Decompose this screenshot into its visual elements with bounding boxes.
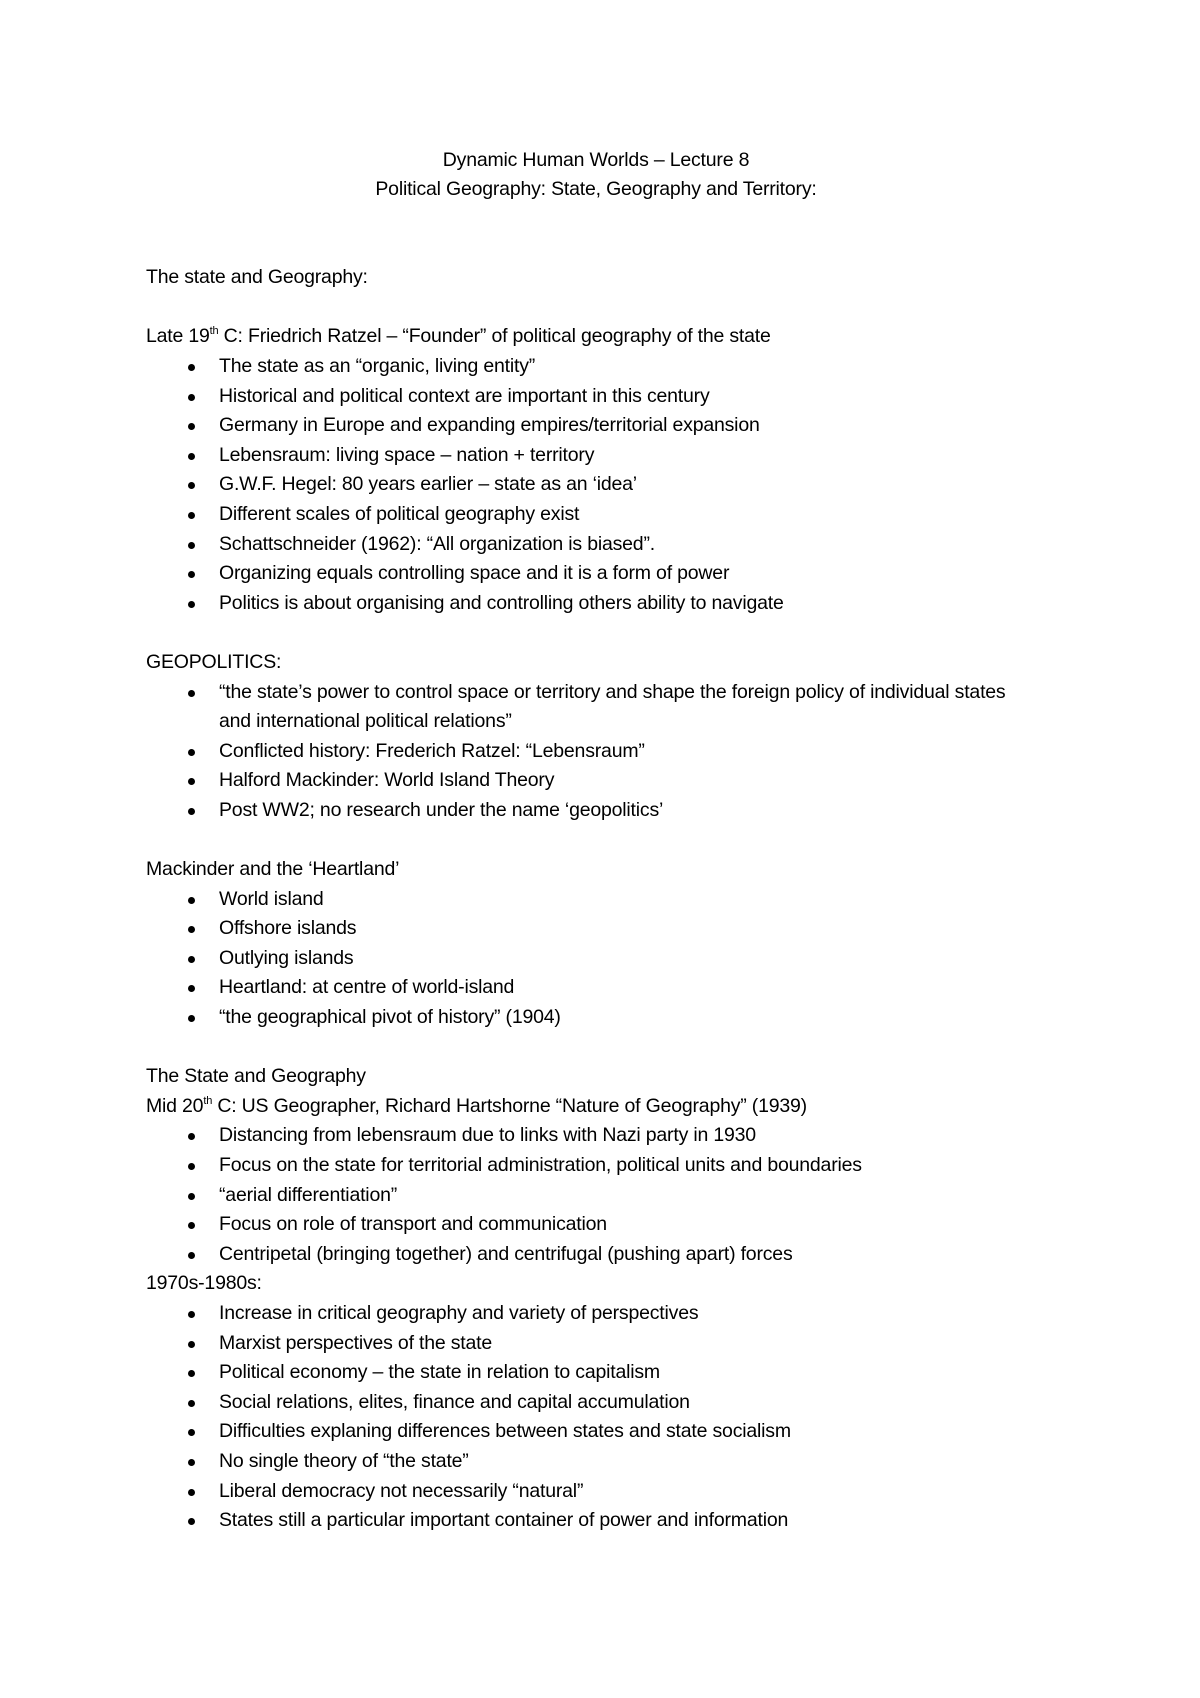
bullet-icon (188, 482, 195, 489)
list-item: Centripetal (bringing together) and centrifugal (pushing apart) forces (146, 1240, 1066, 1270)
bullet-icon (188, 1429, 195, 1436)
intro-pre: Late 19 (146, 325, 210, 348)
list-item: Offshore islands (146, 914, 1066, 944)
list-item: Distancing from lebensraum due to links with Nazi party in 1930 (146, 1121, 1066, 1151)
list-item: No single theory of “the state” (146, 1447, 1066, 1477)
bullet-icon (188, 926, 195, 933)
bullet-icon (188, 453, 195, 460)
list-item: G.W.F. Hegel: 80 years earlier – state as an ‘idea’ (146, 470, 1066, 500)
list-item: “aerial differentiation” (146, 1181, 1066, 1211)
list-item: Increase in critical geography and variety of perspectives (146, 1299, 1066, 1329)
bullet-list-1970s-1980s (146, 1299, 1066, 1536)
title-block (136, 146, 1056, 204)
bullet-icon (188, 542, 195, 549)
bullet-icon (188, 778, 195, 785)
bullet-list-state-geography (146, 352, 1066, 618)
bullet-icon (188, 985, 195, 992)
bullet-icon (188, 1222, 195, 1229)
section-heading-mackinder: Mackinder and the ‘Heartland’ (146, 858, 400, 881)
list-item: Conflicted history: Frederich Ratzel: “Lebensraum” (146, 737, 1066, 767)
bullet-icon (188, 1518, 195, 1525)
list-item: Heartland: at centre of world-island (146, 973, 1066, 1003)
bullet-list-hartshorne (146, 1121, 1066, 1269)
list-item: Political economy – the state in relation to capitalism (146, 1358, 1066, 1388)
section-heading-state-geography: The state and Geography: (146, 266, 368, 289)
bullet-icon (188, 690, 195, 697)
intro-sup: th (209, 325, 219, 338)
list-item: Germany in Europe and expanding empires/territorial expansion (146, 411, 1066, 441)
list-item: Politics is about organising and controlling others ability to navigate (146, 589, 1066, 619)
bullet-list-geopolitics (146, 678, 1066, 826)
list-item: Social relations, elites, finance and capital accumulation (146, 1388, 1066, 1418)
list-item: Liberal democracy not necessarily “natural” (146, 1477, 1066, 1507)
list-item: Difficulties explaning differences between states and state socialism (146, 1417, 1066, 1447)
list-item: Lebensraum: living space – nation + territory (146, 441, 1066, 471)
bullet-icon (188, 1489, 195, 1496)
bullet-icon (188, 364, 195, 371)
bullet-icon (188, 749, 195, 756)
bullet-icon (188, 1015, 195, 1022)
bullet-list-mackinder (146, 885, 1066, 1033)
list-item: Different scales of political geography exist (146, 500, 1066, 530)
list-item: Focus on role of transport and communication (146, 1210, 1066, 1240)
bullet-icon (188, 571, 195, 578)
intro-post: C: US Geographer, Richard Hartshorne “Nature of Geography” (1939) (212, 1094, 807, 1117)
bullet-icon (188, 1133, 195, 1140)
list-item: “the geographical pivot of history” (1904) (146, 1003, 1066, 1033)
bullet-icon (188, 1341, 195, 1348)
section-heading-geopolitics: GEOPOLITICS: (146, 650, 282, 673)
intro-sup: th (203, 1094, 213, 1107)
bullet-icon (188, 601, 195, 608)
bullet-icon (188, 897, 195, 904)
bullet-icon (188, 1193, 195, 1200)
bullet-icon (188, 394, 195, 401)
list-item: Halford Mackinder: World Island Theory (146, 766, 1066, 796)
subheading-1970s-1980s: 1970s-1980s: (146, 1272, 262, 1295)
list-item: Historical and political context are important in this century (146, 382, 1066, 412)
bullet-icon (188, 1311, 195, 1318)
section-intro-hartshorne (146, 1092, 1066, 1122)
section-heading-state-geography-2: The State and Geography (146, 1065, 366, 1088)
list-item: Outlying islands (146, 944, 1066, 974)
bullet-icon (188, 1370, 195, 1377)
list-item: States still a particular important container of power and information (146, 1506, 1066, 1536)
bullet-icon (188, 808, 195, 815)
list-item: Marxist perspectives of the state (146, 1329, 1066, 1359)
bullet-icon (188, 1400, 195, 1407)
document-body (146, 146, 1066, 1536)
bullet-icon (188, 1459, 195, 1466)
document-subtitle: Political Geography: State, Geography and Territory: (375, 178, 817, 200)
bullet-icon (188, 423, 195, 430)
intro-post: C: Friedrich Ratzel – “Founder” of political geography of the state (218, 325, 771, 348)
bullet-icon (188, 1252, 195, 1259)
list-item: Focus on the state for territorial administration, political units and boundaries (146, 1151, 1066, 1181)
intro-pre: Mid 20 (146, 1094, 204, 1117)
list-item: “the state’s power to control space or territory and shape the foreign policy of individual states and international political relations” (146, 678, 1019, 737)
list-item: Schattschneider (1962): “All organization is biased”. (146, 530, 1066, 560)
section-intro-ratzel (146, 322, 1066, 352)
list-item: Post WW2; no research under the name ‘geopolitics’ (146, 796, 1066, 826)
bullet-icon (188, 956, 195, 963)
list-item: World island (146, 885, 1066, 915)
bullet-icon (188, 1163, 195, 1170)
bullet-icon (188, 512, 195, 519)
list-item: The state as an “organic, living entity” (146, 352, 1066, 382)
document-title: Dynamic Human Worlds – Lecture 8 (442, 149, 750, 171)
list-item: Organizing equals controlling space and it is a form of power (146, 559, 1066, 589)
